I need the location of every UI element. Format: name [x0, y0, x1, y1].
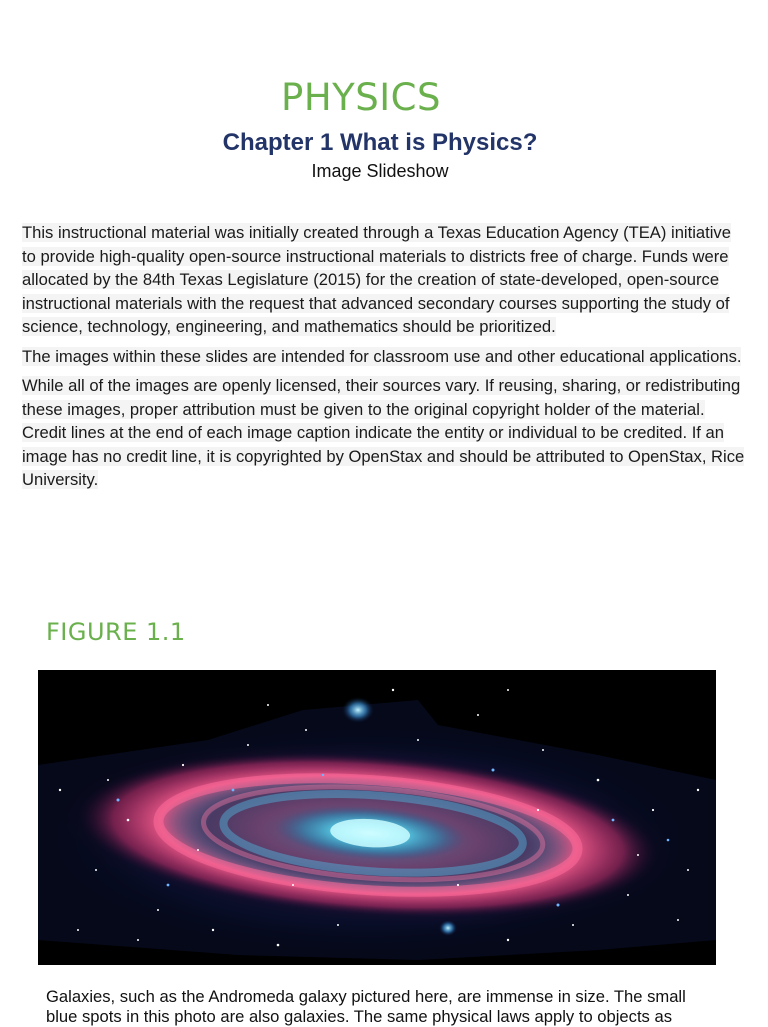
intro-paragraph-1-text: This instructional material was initially created through a Texas Education Agency (TEA) initiative to provide high-quality open-source instructional materials to districts free of charge. Funds were allocated by the 84th Texas Legislature (2015) for the creation of state-developed, open-source instructional materials with the request that advanced secondary courses supporting the study of science, technology, engineering, and mathematics should be prioritized. [22, 223, 731, 336]
intro-paragraph-1 [22, 221, 746, 339]
galaxy-illustration [38, 670, 716, 965]
figure-caption: Galaxies, such as the Andromeda galaxy pictured here, are immense in size. The small blue spots in this photo are also galaxies. The same physical laws apply to objects as [46, 987, 686, 1026]
brand-title: PHYSICS [281, 76, 441, 119]
chapter-title: Chapter 1 What is Physics? [222, 129, 538, 156]
figure-image-andromeda [38, 670, 716, 965]
intro-paragraph-2 [22, 345, 746, 369]
intro-paragraph-3-text: While all of the images are openly licensed, their sources vary. If reusing, sharing, or redistributing these images, proper attribution must be given to the original copyright holder of the material. Credit lines at the end of each image caption indicate the entity or individual to be credited. If an image has no credit line, it is copyrighted by OpenStax and should be attributed to OpenStax, Rice University. [22, 376, 745, 489]
figure-label: FIGURE 1.1 [46, 618, 186, 646]
intro-paragraph-3 [22, 374, 746, 492]
intro-paragraph-2-text: The images within these slides are intended for classroom use and other educational applications. [22, 346, 742, 366]
intro-text [22, 221, 746, 498]
slideshow-subtitle: Image Slideshow [311, 161, 449, 181]
